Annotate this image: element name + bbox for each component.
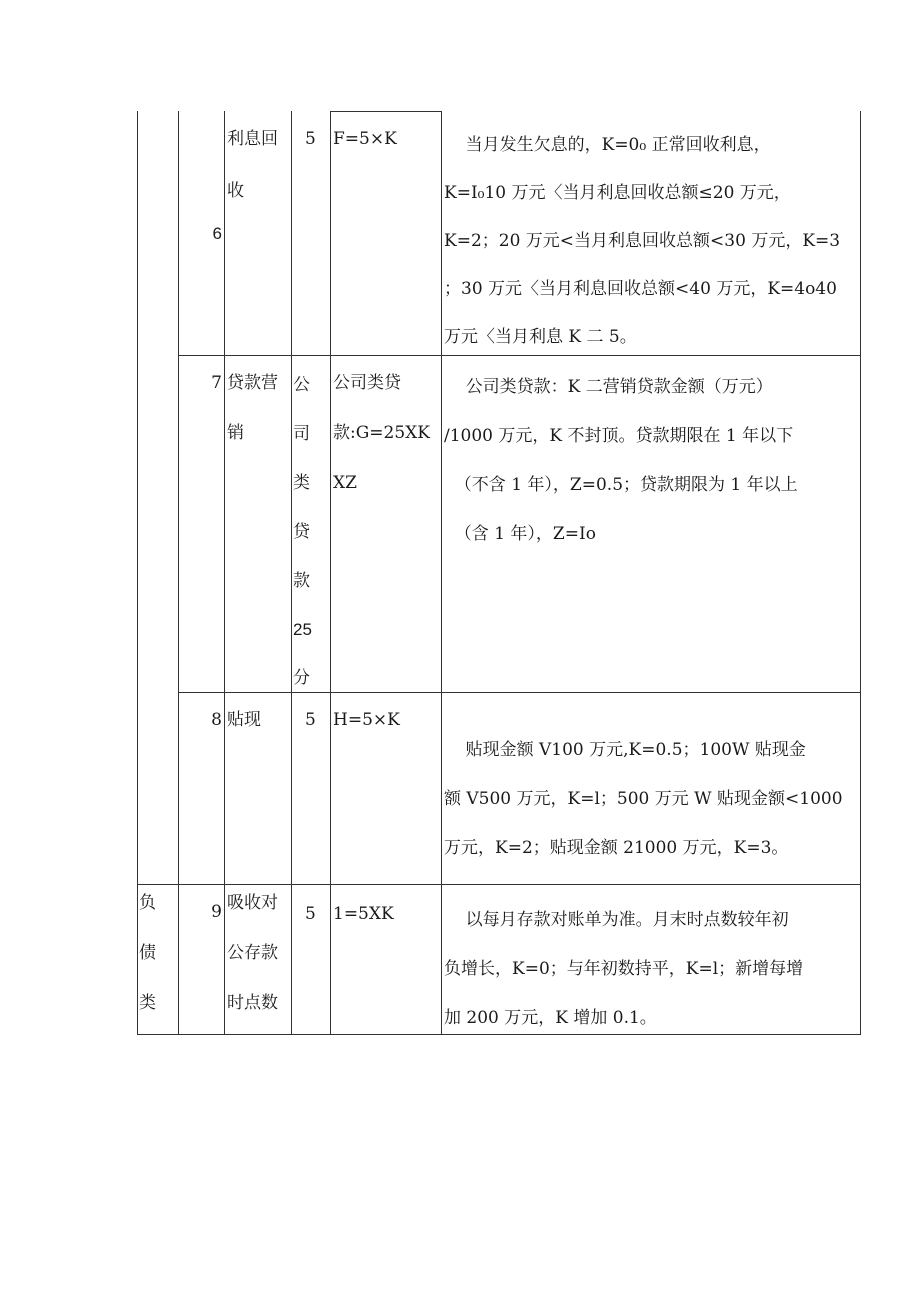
row-score-line: 公 <box>293 375 310 395</box>
row-rule-line: ；30 万元〈当月利息回收总额<40 万元，K=4o40 <box>444 279 837 299</box>
row-index: 6 <box>212 224 222 243</box>
row-score-line: 司 <box>293 424 310 444</box>
row-item-line: 销 <box>227 423 244 443</box>
row-item-line: 公存款 <box>227 943 278 963</box>
row-score-line: 款 <box>293 571 310 591</box>
row-score-line: 类 <box>293 473 310 493</box>
grid-v-item <box>291 111 292 1035</box>
grid-h-top-formula <box>330 111 441 112</box>
row-item-line: 利息回 <box>227 129 278 149</box>
row-index: 8 <box>211 710 222 730</box>
row-formula-line: XZ <box>333 473 357 493</box>
row-rule-line: （含 1 年），Z=Io <box>444 524 596 544</box>
grid-v-formula <box>441 111 442 1035</box>
row-rule-line: 当月发生欠息的，K=0₀ 正常回收利息， <box>444 135 771 155</box>
row-index: 7 <box>211 373 222 393</box>
row-category-line: 债 <box>139 943 156 963</box>
row-rule-line: 公司类贷款：K 二营销贷款金额（万元） <box>444 377 773 397</box>
row-item-line: 时点数 <box>227 993 278 1013</box>
row-rule-line: （不含 1 年），Z=0.5；贷款期限为 1 年以上 <box>444 475 798 495</box>
row-score-line: 分 <box>293 668 310 688</box>
row-rule-line: 加 200 万元，K 增加 0.1。 <box>444 1008 657 1028</box>
row-rule-line: 额 V500 万元，K=l；500 万元 W 贴现金额<1000 <box>444 789 843 809</box>
row-rule-line: /1000 万元，K 不封顶。贷款期限在 1 年以下 <box>444 426 794 446</box>
row-score: 5 <box>305 904 316 924</box>
grid-v-right <box>860 111 861 1035</box>
grid-v-score <box>330 111 331 1035</box>
row-formula: 1=5XK <box>333 904 394 924</box>
row-item-line: 吸收对 <box>227 893 278 913</box>
grid-v-left <box>137 111 138 1035</box>
row-rule-line: 以每月存款对账单为准。月末时点数较年初 <box>444 910 789 930</box>
row-formula: H=5×K <box>333 710 400 730</box>
grid-h-row8 <box>178 692 861 693</box>
grid-v-index <box>224 111 225 1035</box>
row-rule-line: K=I₀10 万元〈当月利息回收总额≤20 万元， <box>444 183 791 203</box>
row-item-line: 贴现 <box>227 710 261 730</box>
row-rule-line: 负增长，K=0；与年初数持平，K=l；新增每增 <box>444 959 804 979</box>
row-formula-line: 款:G=25XK <box>333 423 430 443</box>
row-category-line: 类 <box>139 993 156 1013</box>
row-index: 9 <box>211 902 222 922</box>
row-score-line: 25 <box>293 620 312 639</box>
row-item-line: 收 <box>227 181 244 201</box>
row-category-line: 负 <box>139 893 156 913</box>
row-rule-line: K=2；20 万元<当月利息回收总额<30 万元，K=3 <box>444 231 841 251</box>
row-formula: F=5×K <box>333 129 397 149</box>
row-rule-line: 万元〈当月利息 K 二 5。 <box>444 327 637 347</box>
row-score: 5 <box>305 129 316 149</box>
grid-v-cat <box>178 111 179 1035</box>
row-rule-line: 万元，K=2；贴现金额 21000 万元，K=3。 <box>444 838 789 858</box>
row-score: 5 <box>305 710 316 730</box>
row-score-line: 贷 <box>293 522 310 542</box>
row-item-line: 贷款营 <box>227 373 278 393</box>
row-rule-line: 贴现金额 V100 万元,K=0.5；100W 贴现金 <box>444 740 806 760</box>
row-formula-line: 公司类贷 <box>333 373 401 393</box>
